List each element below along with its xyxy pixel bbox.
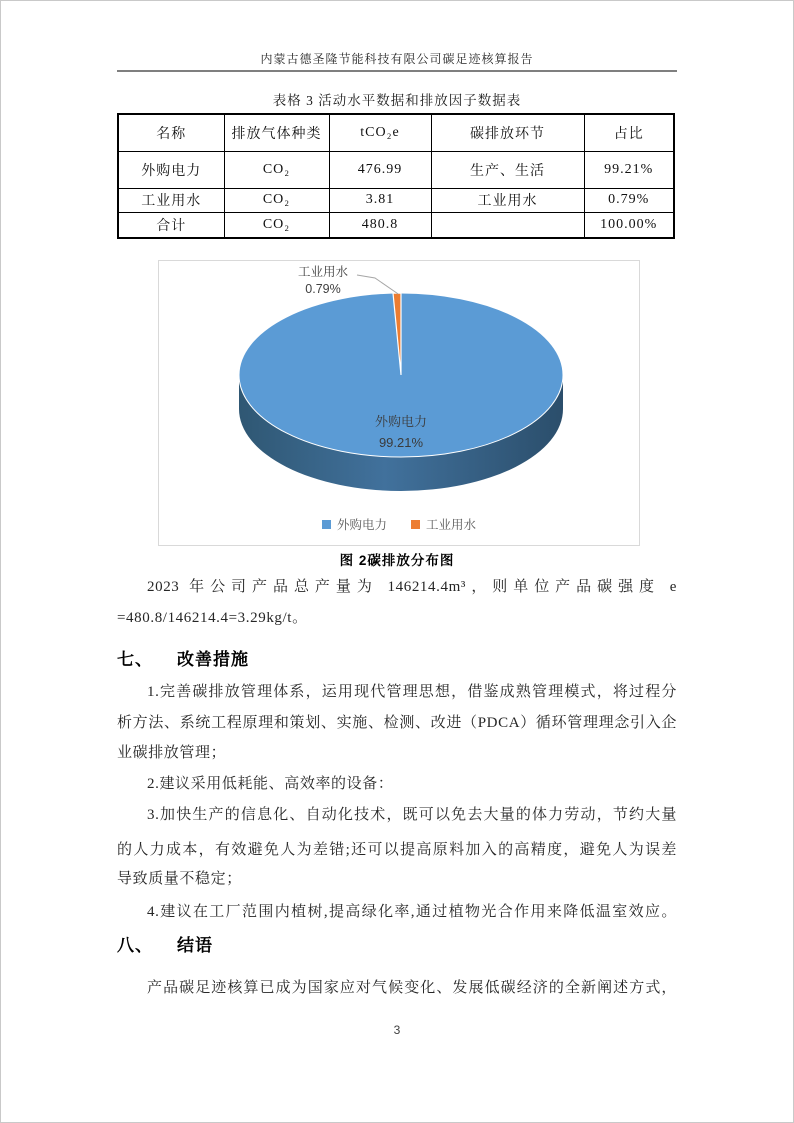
table-header-row: [118, 114, 674, 151]
table-row: [118, 151, 674, 188]
paragraph-line: 2.建议采用低耗能、高效率的设备：: [147, 776, 394, 792]
paragraph-line: 业碳排放管理；: [117, 745, 227, 761]
paragraph-line: 导致质量不稳定；: [117, 871, 242, 887]
table-header-cell: tCO₂e: [329, 114, 431, 151]
legend-item: [411, 515, 476, 533]
legend-label: 外购电力: [336, 518, 387, 532]
inner-category: 外购电力: [374, 414, 427, 429]
paragraph-line: 1.完善碳排放管理体系，运用现代管理思想，借鉴成熟管理模式，将过程分: [147, 684, 677, 700]
callout-percent: 0.79%: [305, 282, 341, 296]
section-number: 八、: [117, 936, 153, 955]
table-row: [118, 212, 674, 238]
table-cell: 合计: [118, 212, 224, 238]
legend-swatch-blue: [322, 520, 331, 529]
pie-chart-svg: [159, 261, 639, 545]
table-cell: CO₂: [224, 151, 329, 188]
legend-swatch-orange: [411, 520, 420, 529]
table-cell: 3.81: [329, 188, 431, 212]
inner-percent: 99.21%: [378, 435, 424, 450]
page-number: 3: [393, 1023, 401, 1037]
table-cell: 99.21%: [584, 151, 674, 188]
section-heading-8: [117, 931, 677, 956]
emission-data-table: [117, 113, 675, 239]
table-cell: CO₂: [224, 188, 329, 212]
table-header-cell: 名称: [118, 114, 224, 151]
callout-leader-line: [357, 275, 398, 294]
table-row: [118, 188, 674, 212]
section-heading-7: [117, 645, 677, 670]
paragraph-line: 的人力成本，有效避免人为差错;还可以提高原料加入的高精度，避免人为误差: [117, 842, 677, 858]
table-cell: 100.00%: [584, 212, 674, 238]
table-cell: 工业用水: [118, 188, 224, 212]
section-title: 结语: [177, 936, 213, 955]
table-title: 表格 3 活动水平数据和排放因子数据表: [272, 93, 522, 108]
section-title: 改善措施: [177, 650, 249, 669]
pie-inner-label: [331, 411, 471, 453]
table-cell: CO₂: [224, 212, 329, 238]
paragraph-line: 产品碳足迹核算已成为国家应对气候变化、发展低碳经济的全新阐述方式，: [147, 980, 677, 996]
table-cell: 480.8: [329, 212, 431, 238]
document-header-title: 内蒙古德圣隆节能科技有限公司碳足迹核算报告: [260, 52, 534, 66]
chart-legend: [159, 515, 639, 533]
paragraph-line: 2023 年公司产品总产量为 146214.4m³，则单位产品碳强度 e: [147, 579, 677, 595]
figure-caption: 图 2碳排放分布图: [339, 553, 455, 568]
pie-chart-figure: [158, 260, 640, 546]
table-header-cell: 碳排放环节: [431, 114, 584, 151]
table-cell: 0.79%: [584, 188, 674, 212]
table-cell: 生产、生活: [431, 151, 584, 188]
paragraph-line: 3.加快生产的信息化、自动化技术，既可以免去大量的体力劳动，节约大量: [147, 807, 677, 823]
table-header-cell: 占比: [584, 114, 674, 151]
callout-category: 工业用水: [297, 265, 348, 279]
paragraph-line: 析方法、系统工程原理和策划、实施、检测、改进（PDCA）循环管理理念引入企: [117, 715, 677, 731]
section-number: 七、: [117, 650, 153, 669]
table-cell: 工业用水: [431, 188, 584, 212]
paragraph-line: 4.建议在工厂范围内植树,提高绿化率,通过植物光合作用来降低温室效应。: [147, 904, 677, 920]
table-cell: 外购电力: [118, 151, 224, 188]
header-rule: [117, 70, 677, 72]
legend-item: [322, 515, 387, 533]
legend-label: 工业用水: [426, 518, 477, 532]
table-header-cell: 排放气体种类: [224, 114, 329, 151]
pie-callout-label: [287, 264, 359, 298]
paragraph-line: =480.8/146214.4=3.29kg/t。: [117, 610, 308, 626]
table-cell: [431, 212, 584, 238]
table-cell: 476.99: [329, 151, 431, 188]
